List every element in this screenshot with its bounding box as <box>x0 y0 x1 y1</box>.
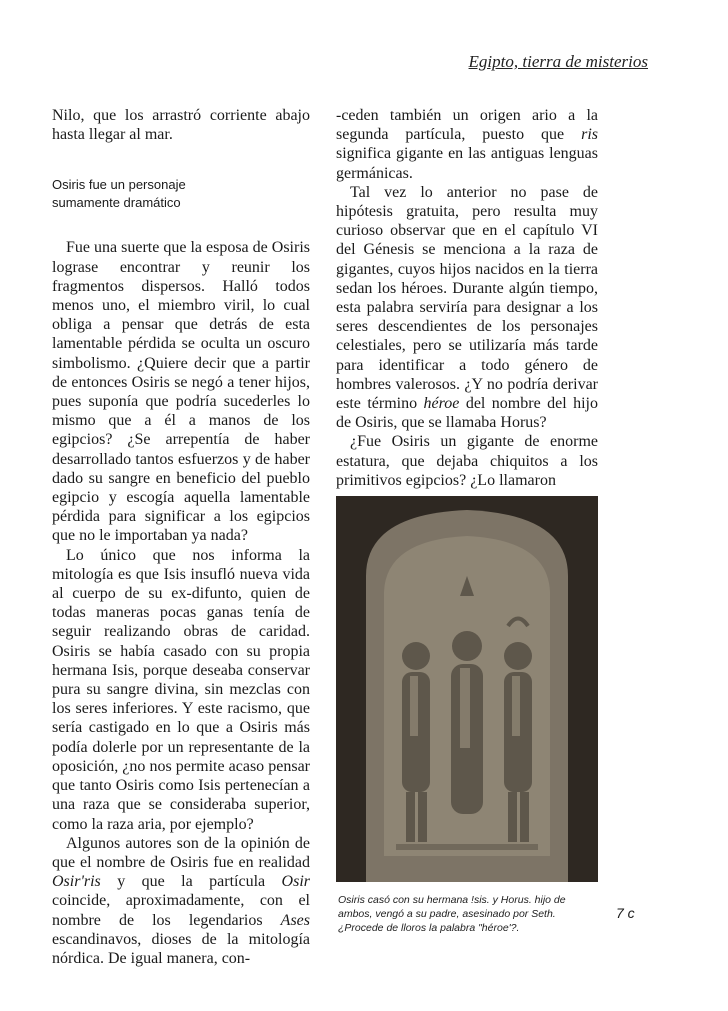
body-paragraph: Lo único que nos informa la mitología es que Isis insufló nueva vida al cuerpo de su ex-difunto, quien de todas maneras pocas ganas tenía de seguir realizando obras de caridad. Osiris se había casado con su propia hermana Isis, porque deseaba conservar pura su sangre divina, sin mezclas con los seres inferiores. Y este racismo, que sería castigado en lo que a Osiris más podía dolerle por un representante de la oposición, ¿no nos permite acaso pensar que tanto Osiris como Isis pertenecían a una raza que se consideraba superior, como la raza aria, por ejemplo? <box>52 546 310 833</box>
emphasis-term: Osir <box>281 873 310 891</box>
photo-caption: Osiris casó con su hermana !sis. y Horus. hijo de ambos, vengó a su padre, asesinado por Seth. ¿Procede de lloros la palabra "héroe'?. <box>338 894 566 934</box>
subheading-line-2: sumamente dramático <box>52 195 181 211</box>
stele-relief-illustration <box>336 496 598 882</box>
intro-paragraph: Nilo, que los arrastró corriente abajo hasta llegar al mar. <box>52 107 310 144</box>
text-run: Tal vez lo anterior no pase de hipótesis gratuita, pero resulta muy curioso observar que en el capítulo VI del Génesis se menciona a la raza de gigantes, cuyos hijos nacidos en la tierra sedan los héroes. Durante algún tiempo, esta palabra serviría para designar a los seres descendientes de los personajes celestiales, pero se utilizaría más tarde para identificar a todo género de hombres valerosos. ¿Y no podría derivar este término <box>336 183 598 413</box>
text-run: y que la partícula <box>100 873 282 891</box>
emphasis-term: ris <box>581 126 598 144</box>
body-paragraph <box>336 106 598 183</box>
stele-photo <box>336 496 598 882</box>
text-run: Algunos autores son de la opinión de que el nombre de Osiris fue en realidad <box>52 834 310 871</box>
text-run: escandinavos, dioses de la mitología nórdica. De igual manera, con- <box>52 930 310 967</box>
emphasis-term: Ases <box>280 911 310 929</box>
text-run: del nombre del hijo de Osiris, que se llamaba Horus? <box>336 395 599 432</box>
running-header: Egipto, tierra de misterios <box>468 52 648 71</box>
body-paragraph <box>52 834 310 968</box>
right-column <box>336 106 598 490</box>
text-run: coincide, aproximadamente, con el nombre de los legendarios <box>52 892 310 929</box>
left-column <box>52 106 310 968</box>
text-run: significa gigante en las antiguas lenguas germánicas. <box>336 145 598 182</box>
page-number: 7 c <box>616 905 635 921</box>
emphasis-term: héroe <box>423 395 460 413</box>
subheading-line-1: Osiris fue un personaje <box>52 177 186 193</box>
emphasis-term: Osir'ris <box>52 873 101 891</box>
body-paragraph <box>336 183 598 433</box>
text-run: -ceden también un origen ario a la segunda partícula, puesto que <box>336 107 598 144</box>
body-paragraph: ¿Fue Osiris un gigante de enorme estatura, que dejaba chiquitos a los primitivos egipcios? ¿Lo llamaron <box>336 433 598 489</box>
body-paragraph: Fue una suerte que la esposa de Osiris lograse encontrar y reunir los fragmentos dispersos. Halló todos menos uno, el miembro viril, lo cual obliga a pensar que detrás de esta lamentable pérdida se oculta un oscuro simbolismo. ¿Quiere decir que a partir de entonces Osiris se negó a tener hijos, pues suponía que podría sucederles lo mismo que a él a manos de los egipcios? ¿Se arrepentía de haber desarrollado tantos esfuerzos y de haber dado su sangre en beneficio del pueblo egipcio y escogía aquella lamentable pérdida para significar a los egipcios que no le importaban ya nada? <box>52 239 310 545</box>
section-subheading <box>52 176 310 212</box>
